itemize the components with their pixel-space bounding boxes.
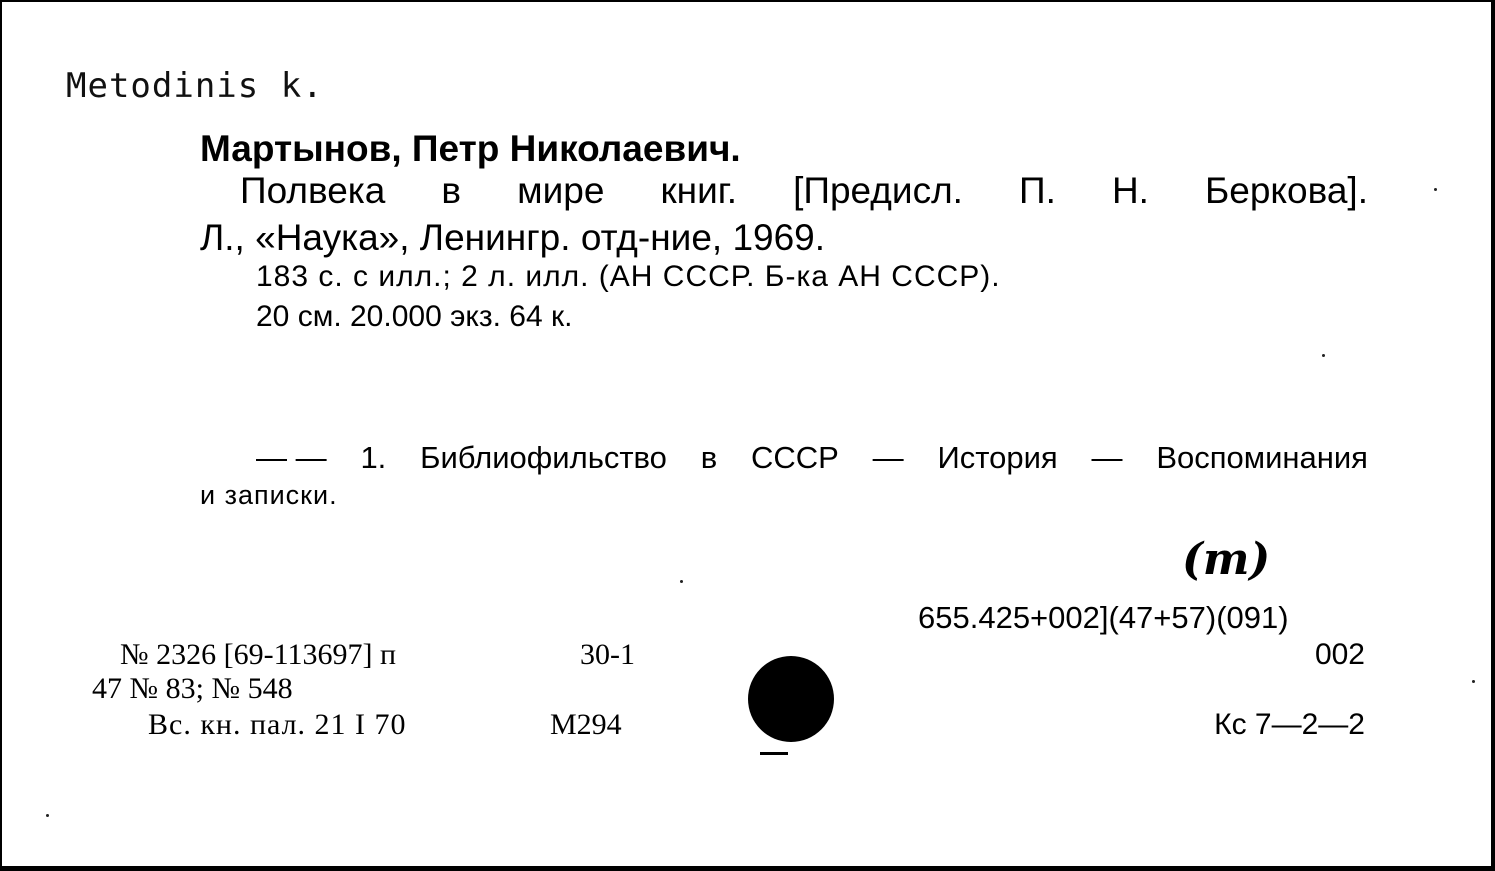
title-word: П. (1019, 170, 1056, 211)
title-word: Беркова]. (1205, 170, 1368, 211)
library-stamp: Metodinis k. (66, 66, 324, 106)
collation: 183 с. с илл.; 2 л. илл. (АН СССР. Б-ка АН СССР). (256, 260, 1001, 293)
title-word: мире (517, 170, 605, 211)
subject-word: Воспоминания (1156, 440, 1368, 475)
series-code: 30-1 (580, 638, 635, 671)
author-heading: Мартынов, Петр Николаевич. (200, 128, 741, 169)
catalog-card (2, 2, 1491, 866)
speck (1434, 188, 1437, 191)
subject-word: — (1091, 440, 1123, 475)
size-print-run-price: 20 см. 20.000 экз. 64 к. (256, 300, 573, 333)
handwritten-note: (т) (1182, 534, 1271, 585)
subject-word: История (937, 440, 1058, 475)
speck (1472, 680, 1475, 683)
title-word: [Предисл. (793, 170, 963, 211)
title-word: книг. (660, 170, 738, 211)
subject-word: в (700, 440, 718, 475)
title-word: в (441, 170, 462, 211)
udc-code: 002 (1314, 638, 1365, 671)
subject-word: 1. (360, 440, 387, 475)
subject-word: Библиофильство (420, 440, 667, 475)
classification-code: Кс 7—2—2 (1214, 708, 1365, 741)
registry-numbers: 47 № 83; № 548 (92, 672, 293, 705)
subject-word: — (872, 440, 904, 475)
subject-word: СССР (751, 440, 839, 475)
punch-hole (748, 656, 834, 742)
title-word: Полвека (240, 170, 386, 211)
speck (1322, 354, 1325, 357)
title-word: Н. (1111, 170, 1149, 211)
imprint: Л., «Наука», Ленингр. отд-ние, 1969. (200, 217, 826, 258)
order-number: № 2326 [69-113697] п (120, 638, 397, 671)
publisher-code: М294 (550, 708, 622, 741)
subject-word: — — (256, 440, 327, 475)
title-line (240, 170, 1368, 212)
book-chamber-line: Вс. кн. пал. 21 I 70 (148, 708, 407, 741)
speck (680, 580, 683, 583)
udc-index: 655.425+002](47+57)(091) (918, 600, 1289, 635)
speck (46, 814, 49, 817)
subject-heading (256, 440, 1368, 476)
subject-heading-continued: и записки. (200, 480, 338, 510)
